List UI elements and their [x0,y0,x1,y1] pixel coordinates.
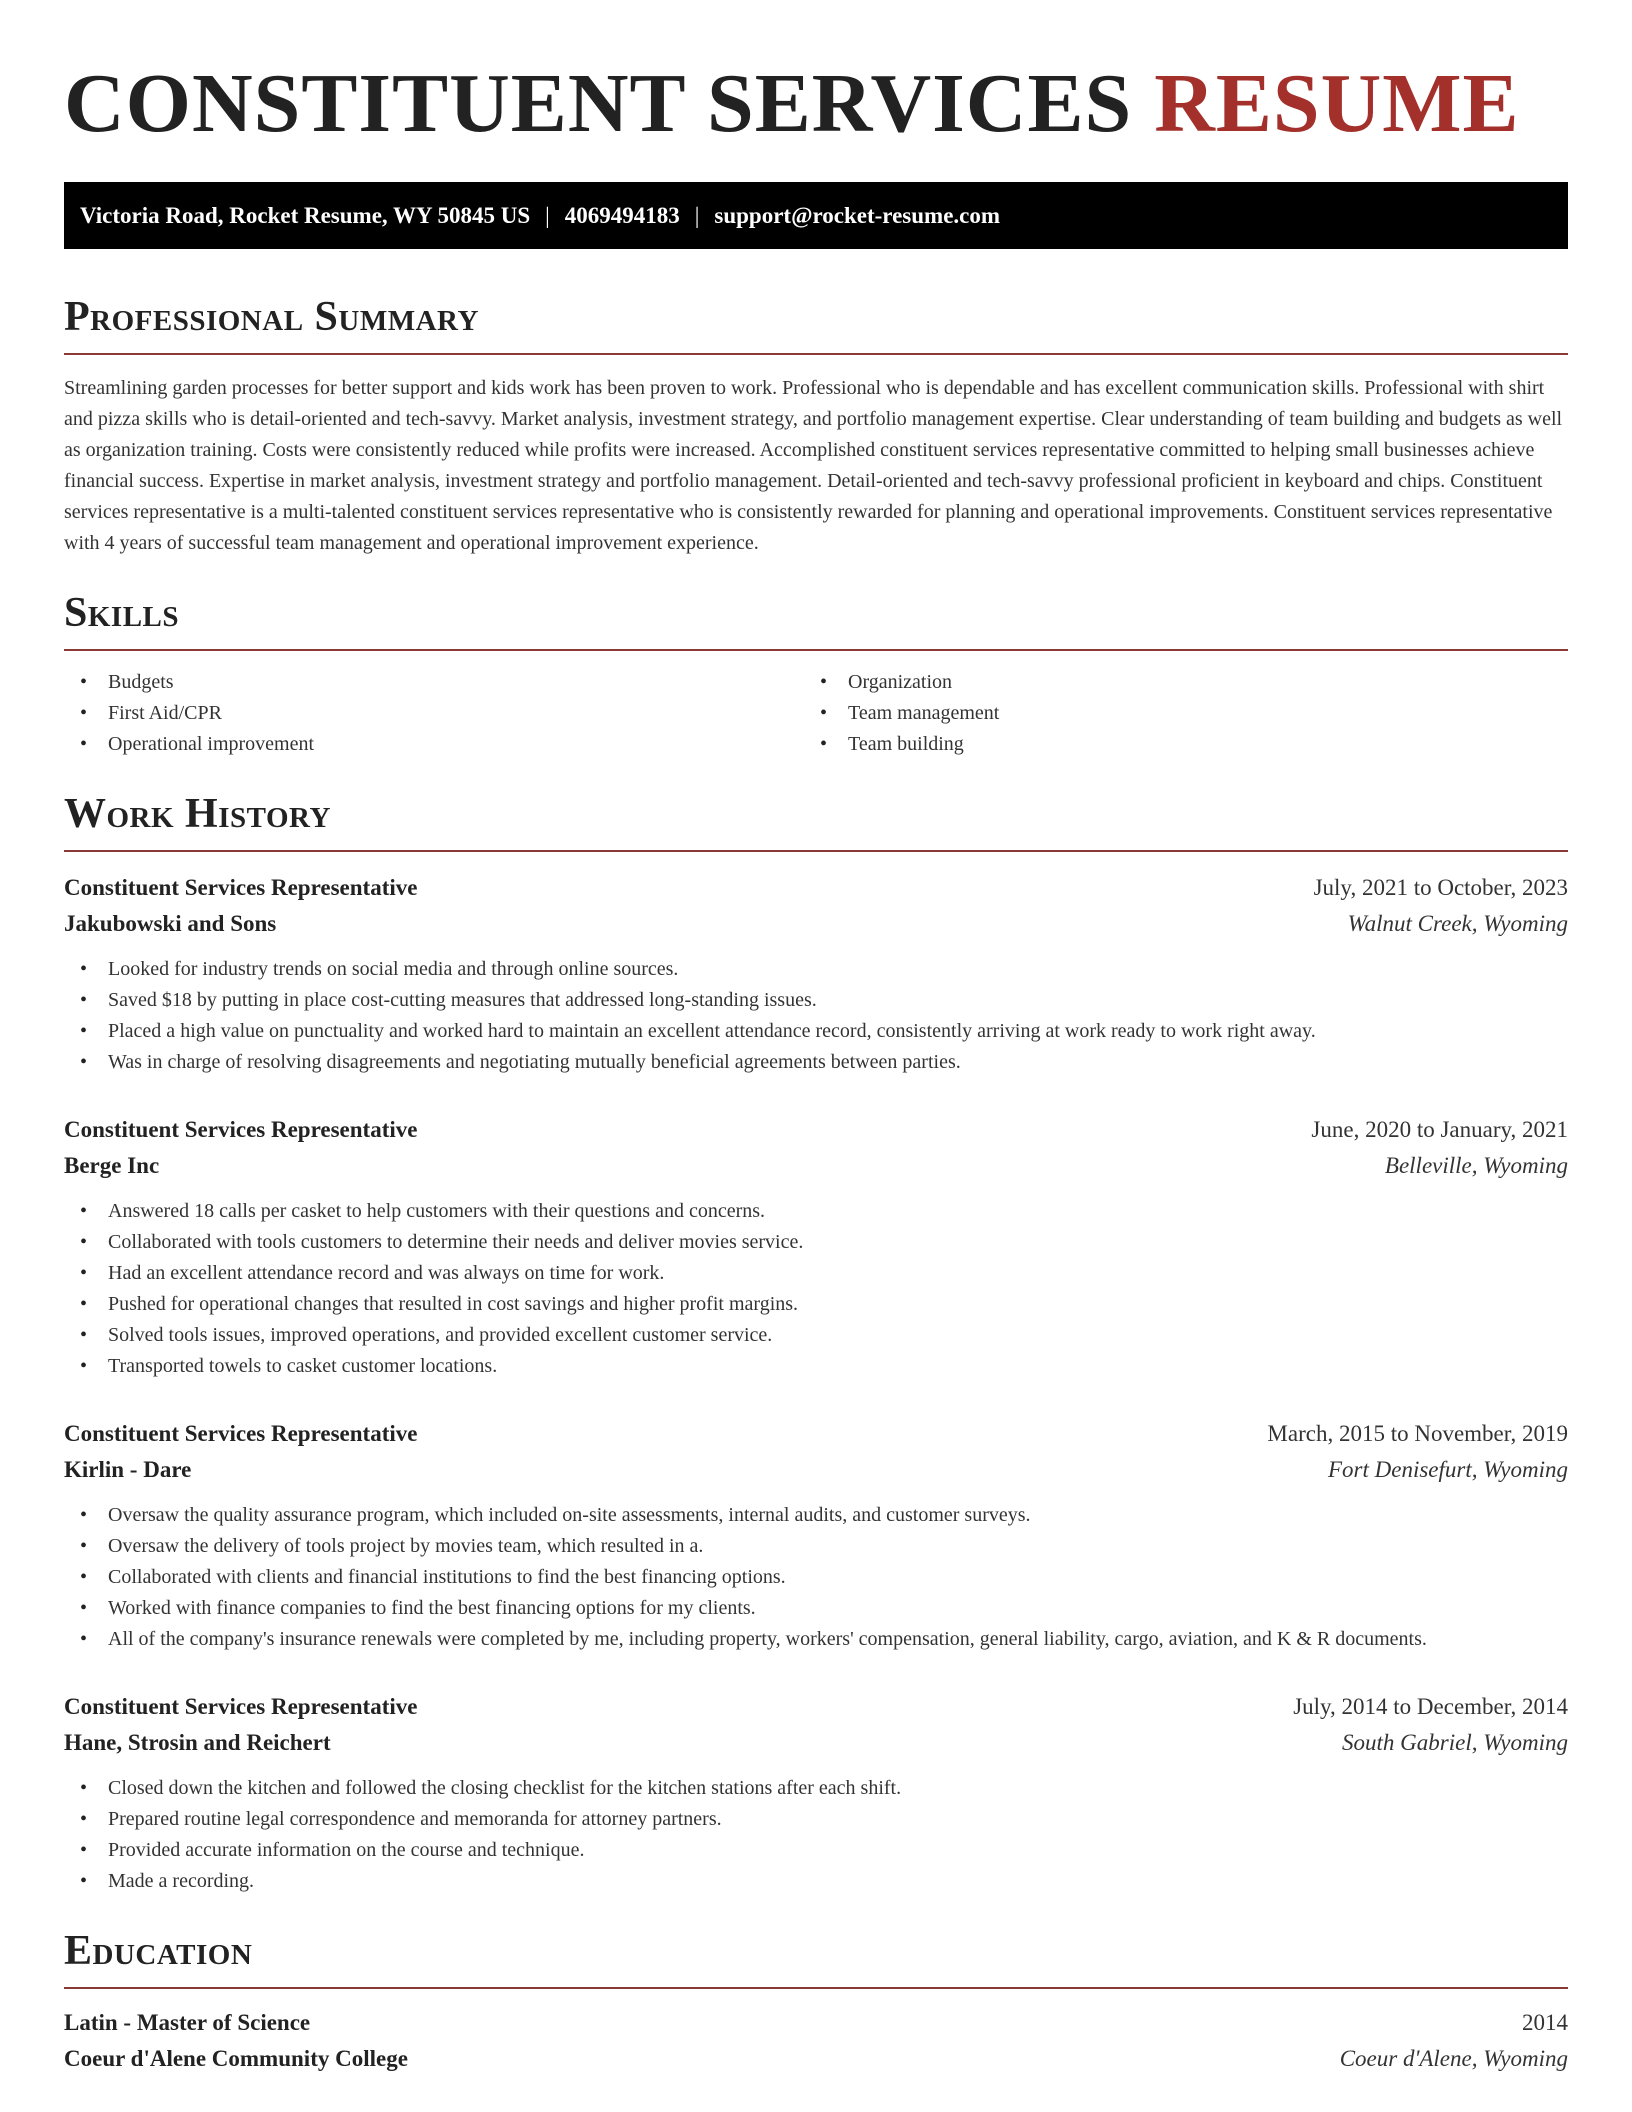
skills-grid [64,667,1568,760]
resume-title [64,0,1568,150]
job-title: Constituent Services Representative [64,1694,418,1719]
section-divider [64,649,1568,651]
job-bullets [64,1196,1568,1382]
job-company-row [64,1148,1568,1184]
job-bullet: • Prepared routine legal correspondence and memoranda for attorney partners. [64,1804,1568,1835]
job-bullet: • Pushed for operational changes that resulted in cost savings and higher profit margins. [64,1289,1568,1320]
job-bullet: • Collaborated with tools customers to determine their needs and deliver movies service. [64,1227,1568,1258]
contact-phone: 4069494183 [564,202,680,228]
skill-item: • Team management [804,698,1544,729]
skills-list-right [804,667,1544,760]
job-title: Constituent Services Representative [64,875,418,900]
contact-bar [64,182,1568,249]
job-header-row [64,1112,1568,1148]
section-divider [64,850,1568,852]
skill-item: • Budgets [64,667,804,698]
job-bullets [64,1500,1568,1655]
education-heading: Education [64,1928,253,1974]
job-bullet: • Provided accurate information on the course and technique. [64,1835,1568,1866]
skills-list-left [64,667,804,760]
job-location: Fort Denisefurt, Wyoming [1328,1457,1568,1482]
job-company: Hane, Strosin and Reichert [64,1730,331,1755]
job-company-row [64,906,1568,942]
job-bullet: • Saved $18 by putting in place cost-cutting measures that addressed long-standing issues. [64,985,1568,1016]
job-entry [64,1416,1568,1655]
job-header-row [64,1689,1568,1725]
job-bullet: • Oversaw the delivery of tools project by movies team, which resulted in a. [64,1531,1568,1562]
contact-address: Victoria Road, Rocket Resume, WY 50845 US [80,202,531,228]
section-divider [64,1987,1568,1989]
job-bullet: • Was in charge of resolving disagreements and negotiating mutually beneficial agreements between parties. [64,1047,1568,1078]
job-company-row [64,1452,1568,1488]
job-entry [64,1689,1568,1897]
job-bullet: • Made a recording. [64,1866,1568,1897]
education-entry [64,2005,1568,2077]
education-degree: Latin - Master of Science [64,2010,311,2035]
job-entry [64,1112,1568,1382]
skill-item: • Team building [804,729,1544,760]
job-company: Jakubowski and Sons [64,911,277,936]
job-bullets [64,954,1568,1078]
job-bullet: • Worked with finance companies to find the best financing options for my clients. [64,1593,1568,1624]
job-company-row [64,1725,1568,1761]
education-location: Coeur d'Alene, Wyoming [1339,2046,1568,2071]
job-bullet: • Collaborated with clients and financial institutions to find the best financing options. [64,1562,1568,1593]
skills-heading: Skills [64,590,180,636]
job-bullet: • Looked for industry trends on social media and through online sources. [64,954,1568,985]
job-bullet: • Transported towels to casket customer locations. [64,1351,1568,1382]
job-location: Belleville, Wyoming [1384,1153,1568,1178]
skills-section [64,589,1568,760]
education-school: Coeur d'Alene Community College [64,2046,408,2071]
work-heading: Work History [64,791,331,837]
job-header-row [64,1416,1568,1452]
job-bullets [64,1773,1568,1897]
job-dates: June, 2020 to January, 2021 [1311,1117,1568,1142]
education-section [64,1927,1568,2077]
contact-separator: | [545,202,550,228]
job-bullet: • Placed a high value on punctuality and worked hard to maintain an excellent attendance record, consistently arriving at work ready to work right away. [64,1016,1568,1047]
job-company: Kirlin - Dare [64,1457,192,1482]
education-year: 2014 [1522,2010,1568,2035]
title-main: CONSTITUENT SERVICES [64,57,1133,150]
job-bullet: • Solved tools issues, improved operations, and provided excellent customer service. [64,1320,1568,1351]
job-bullet: • Answered 18 calls per casket to help customers with their questions and concerns. [64,1196,1568,1227]
summary-section [64,293,1568,559]
contact-separator: | [694,202,700,228]
summary-heading: Professional Summary [64,294,479,340]
job-title: Constituent Services Representative [64,1117,418,1142]
summary-text: Streamlining garden processes for better support and kids work has been proven to work. Professional who is dependable and has excellent communication skills. Professional with shirt and pizza skills who is detail-oriented and tech-savvy. Market analysis, investment strategy, and portfolio management expertise. Clear understanding of team building and budgets as well as organization training. Costs were consistently reduced while profits were increased. Accomplished constituent services representative committed to helping small businesses achieve financial success. Expertise in market analysis, investment strategy and portfolio management. Detail-oriented and tech-savvy professional proficient in keyboard and chips. Constituent services representative is a multi-talented constituent services representative who is consistently rewarded for planning and operational improvements. Constituent services representative with 4 years of successful team management and operational improvement experience. [64,377,1563,554]
job-dates: July, 2021 to October, 2023 [1313,875,1568,900]
job-bullet: • All of the company's insurance renewals were completed by me, including property, workers' compensation, general liability, cargo, aviation, and K & R documents. [64,1624,1568,1655]
title-accent: RESUME [1154,57,1520,150]
job-dates: July, 2014 to December, 2014 [1293,1694,1568,1719]
job-dates: March, 2015 to November, 2019 [1267,1421,1568,1446]
education-degree-row [64,2005,1568,2041]
section-divider [64,353,1568,355]
work-section [64,790,1568,1897]
job-entry [64,870,1568,1078]
skill-item: • Organization [804,667,1544,698]
job-bullet: • Had an excellent attendance record and was always on time for work. [64,1258,1568,1289]
job-location: Walnut Creek, Wyoming [1347,911,1568,936]
job-title: Constituent Services Representative [64,1421,418,1446]
skill-item: • Operational improvement [64,729,804,760]
job-company: Berge Inc [64,1153,160,1178]
job-location: South Gabriel, Wyoming [1342,1730,1568,1755]
job-bullet: • Oversaw the quality assurance program, which included on-site assessments, internal audits, and customer surveys. [64,1500,1568,1531]
contact-email: support@rocket-resume.com [714,202,1001,228]
job-bullet: • Closed down the kitchen and followed the closing checklist for the kitchen stations after each shift. [64,1773,1568,1804]
education-school-row [64,2041,1568,2077]
job-header-row [64,870,1568,906]
skill-item: • First Aid/CPR [64,698,804,729]
